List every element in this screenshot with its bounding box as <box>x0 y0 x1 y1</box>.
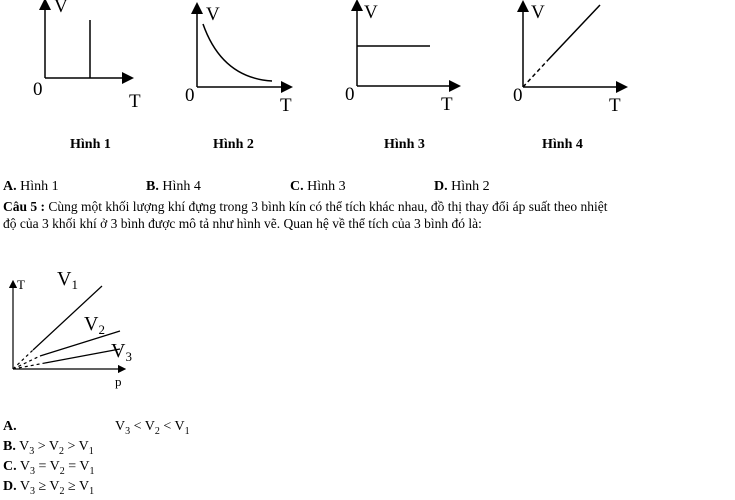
answer-letter: A. <box>3 419 17 434</box>
answer-text: Hình 4 <box>162 179 201 194</box>
axis-t-label: T <box>129 91 141 112</box>
answer-letter: C. <box>3 459 17 474</box>
dashed-extension <box>523 60 548 87</box>
answer-letter: A. <box>3 179 17 194</box>
subscript: 2 <box>59 465 65 477</box>
graph-hinh-2 <box>185 4 292 116</box>
axis-t-label: T <box>280 95 292 116</box>
answer-letter: D. <box>3 479 17 494</box>
pt-graph <box>0 262 200 392</box>
answer-a <box>3 418 190 437</box>
v2-label: $V_2$ <box>84 313 105 337</box>
axis-p-label: p <box>115 374 122 389</box>
answer-value: $V_3 = V_2 = V_1$ <box>16 459 95 477</box>
subscript: 1 <box>184 425 190 437</box>
subscript: 2 <box>59 485 65 497</box>
caption-hinh-4: Hình 4 <box>542 137 583 152</box>
answer-letter: B. <box>3 439 16 454</box>
question-line-1: Cùng một khối lượng khí đựng trong 3 bình kín có thể tích khác nhau, đồ thị thay đổi áp suất theo nhiệt <box>45 199 608 214</box>
subscript: 1 <box>89 465 95 477</box>
graph-hinh-3 <box>345 2 455 115</box>
caption-hinh-1: Hình 1 <box>70 137 111 152</box>
answer-value: $V_3 < V_2 < V_1$ <box>115 419 190 437</box>
answer-b <box>3 438 94 460</box>
hyperbola-curve <box>203 24 272 81</box>
axis-v-label: V <box>54 0 68 17</box>
answer-d <box>3 478 94 500</box>
answer-value: $V_3 \ge V_2 \ge V_1$ <box>16 479 95 497</box>
question-label: Câu 5 : <box>3 199 46 214</box>
subscript: 1 <box>89 485 95 497</box>
axis-t-label: T <box>609 95 621 116</box>
subscript: 3 <box>29 465 35 477</box>
axis-v-label: V <box>531 2 545 23</box>
graph-hinh-4 <box>513 2 622 116</box>
origin-label: 0 <box>33 79 43 100</box>
v1-dashed <box>13 350 33 369</box>
subscript: 3 <box>29 445 35 457</box>
prev-answer-d <box>434 178 490 195</box>
v1-label: $V_1$ <box>57 268 78 292</box>
caption-hinh-2: Hình 2 <box>213 137 254 152</box>
prev-answer-a <box>3 178 59 195</box>
origin-label: 0 <box>185 85 195 106</box>
answer-letter: D. <box>434 179 448 194</box>
linear-line <box>548 5 600 60</box>
answer-letter: B. <box>146 179 159 194</box>
answer-c <box>3 458 95 480</box>
v2-line <box>40 331 120 356</box>
graph-hinh-1 <box>33 0 141 112</box>
subscript: 2 <box>58 445 64 457</box>
answer-text: Hình 2 <box>451 179 490 194</box>
answer-letter: C. <box>290 179 304 194</box>
subscript: 3 <box>125 425 131 437</box>
axis-t-label: T <box>441 94 453 115</box>
question-line-2: độ của 3 khối khí ở 3 bình được mô tả như hình vẽ. Quan hệ về thể tích của 3 bình đó là: <box>3 216 482 231</box>
origin-label: 0 <box>513 85 523 106</box>
vt-graphs <box>0 0 735 160</box>
question-text <box>3 198 607 232</box>
axis-v-label: V <box>206 4 220 25</box>
subscript: 1 <box>88 445 94 457</box>
v3-label: $V_3$ <box>111 340 132 364</box>
origin-label: 0 <box>345 84 355 105</box>
answer-text: Hình 1 <box>20 179 59 194</box>
answer-value: $V_3 > V_2 > V_1$ <box>15 439 94 457</box>
subscript: 3 <box>29 485 35 497</box>
prev-answer-c <box>290 178 346 195</box>
subscript: 2 <box>154 425 160 437</box>
caption-hinh-3: Hình 3 <box>384 137 425 152</box>
axis-v-label: V <box>364 2 378 23</box>
prev-answer-b <box>146 178 201 195</box>
axis-t-label: T <box>17 277 25 292</box>
answer-text: Hình 3 <box>307 179 346 194</box>
